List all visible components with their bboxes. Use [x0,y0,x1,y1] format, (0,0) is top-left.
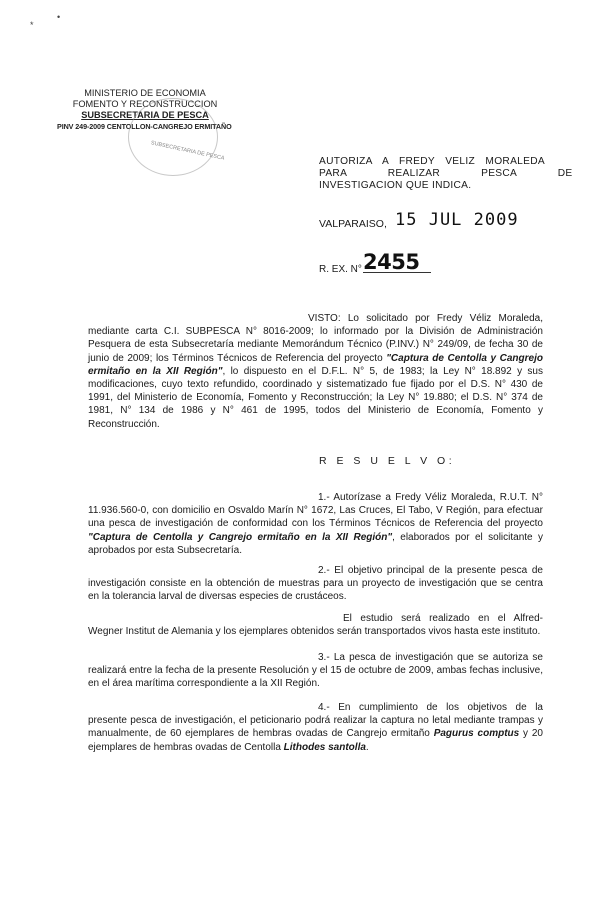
title-line-1: AUTORIZA A FREDY VELIZ MORALEDA [319,156,545,167]
article-3 [88,651,543,691]
article-2-continued [88,612,543,638]
article-4-text: 4.- En cumplimiento de los objetivos de la presente pesca de investigación, el peticionario podrá realizar la captura no letal mediante trampas y manualmente, de 60 ejemplares de hembras ovadas de Cangrejo ermitaño [88,702,543,740]
subsecretaria-line: SUBSECRETARIA DE PESCA [81,110,209,120]
article-4 [88,701,543,754]
scan-speck: * [30,20,34,30]
resolution-label: R. EX. N° [319,264,362,275]
resolution-title [319,156,573,192]
article-2-text: 2.- El objetivo principal de la presente pesca de investigación consiste en la obtención de muestras para un proyecto de investigación que se centra en la tolerancia larval de diversas especies de crustáceos. [88,565,543,603]
ministry-line-1: MINISTERIO DE ECONOMIA [84,88,206,98]
official-seal-stamp [128,98,218,176]
article-2 [88,564,543,604]
title-line-2: PARA REALIZAR PESCA DE [319,168,573,179]
project-reference: PINV 249-2009 CENTOLLON-CANGREJO ERMITAÑO [57,122,232,131]
date-stamp: 15 JUL 2009 [395,210,519,230]
scan-speck: • [57,12,61,22]
article-1-text-end: , elaborados por el solicitante y aprobados por esta Subsecretaría. [88,531,543,556]
article-1-text: 1.- Autorízase a Fredy Véliz Moraleda, R.U.T. N° 11.936.560-0, con domicilio en Osvaldo Marín N° 1672, Las Cruces, El Tabo, V Región, para efectuar una pesca de investigación de conformidad con los Términos Técnicos de Referencia del proyecto [88,492,543,530]
species-pagurus: Pagurus comptus [433,728,520,740]
ministry-line-2: FOMENTO Y RECONSTRUCCION [72,99,218,109]
species-lithodes: Lithodes santolla [283,741,366,753]
stamp-text: SUBSECRETARIA DE PESCA [150,140,225,162]
visto-text-continued: , lo dispuesto en el D.F.L. N° 5, de 1983; la Ley N° 18.892 y sus modificaciones, cuyo texto refundido, coordinado y sistematizado fue fijado por el D.S. N° 430 de 1991, del Ministerio de Economía, Fomento y Reconstrucción; la Ley N° 19.880; el D.S. N° 374 de 1981, N° 134 de 1986 y N° 461 de 1995, todos del Ministerio de Economía, Fomento y Reconstrucción. [88,365,543,430]
visto-text: Lo solicitado por Fredy Véliz Moraleda, mediante carta C.I. SUBPESCA N° 8016-2009; lo informado por la División de Administración Pesquera de esta Subsecretaría mediante Memorándum Técnico (P.INV.) N° 249/09, de fecha 30 de junio de 2009; los Términos Técnicos de Referencia del proyecto [88,313,543,364]
article-1 [88,491,543,557]
article-4-end: . [365,741,369,753]
article-3-text: 3.- La pesca de investigación que se autoriza se realizará entre la fecha de la presente Resolución y el 15 de octubre de 2009, ambas fechas inclusive, en el área marítima correspondiente a la XII Región. [88,652,543,690]
project-name: "Captura de Centolla y Cangrejo ermitaño en la XII Región" [88,352,543,377]
resuelvo-heading: R E S U E L V O: [319,455,456,467]
title-line-3: INVESTIGACION QUE INDICA. [319,180,472,191]
article-1-project: "Captura de Centolla y Cangrejo ermitaño en la XII Región" [88,531,393,543]
article-2b-text: El estudio será realizado en el Alfred-Wegner Institut de Alemania y los ejemplares obtenidos serán transportados vivos hasta este instituto. [88,613,543,638]
visto-section [88,312,543,431]
resolution-number: 2455 [363,252,431,273]
article-4-text-mid: y 20 ejemplares de hembras ovadas de Centolla [88,728,543,753]
city-label: VALPARAISO, [319,218,387,230]
visto-prefix: VISTO: [308,313,341,324]
